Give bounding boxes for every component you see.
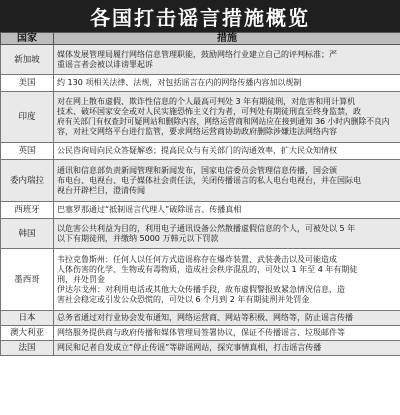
table-row [1,311,400,326]
measure-line: 总务省通过对行业协会发布通知，网络运营商、网站等积极、网络等，防止谣言传播 [57,313,353,322]
table-body [1,45,400,356]
country-cell: 墨西哥 [1,249,54,311]
measure-line: 巴塞罗那通过“抵制谣言代理人”破除谣言、传播真相 [57,205,242,214]
page-title: 各国打击谣言措施概览 [0,0,400,32]
measures-cell [54,219,400,249]
country-cell: 美国 [1,75,54,92]
table-row [1,219,400,249]
measure-line: 以下有期徒刑，并缴纳 5000 万韩元以下罚款 [57,233,219,243]
country-cell: 日本 [1,311,54,326]
header-country: 国家 [1,33,54,45]
measure-line: 以危害公共利益为目的，利用电子通讯设备公然散播虚假信息的个人，可被处以 5 年 [57,223,356,233]
measure-line: 视台开辟栏目，澄清传闻 [57,185,145,195]
measure-line: 公民咨询局向民众答疑解惑；提高民众与有关部门的沟通效率，扩大民众知情权 [57,146,337,155]
country-cell: 韩国 [1,219,54,249]
measure-line: 刑，并处罚金 [57,274,105,284]
measure-line: 害社会稳定或引发公众恐慌的，可处以 6 个月到 2 年有期徒刑并处罚金 [57,294,310,304]
measure-line: 通讯和信息部负责新闻管理和新闻发布，国家电信委员会管理信息传播，国会颁 [57,165,337,175]
measure-line: 技术、破坏国家安全或对人民实施恐怖主义行为者，可判处有期徒刑直至终身监禁，政 [57,107,361,116]
measure-line: 重谣言者会被以诽谤罪起诉 [57,59,153,69]
country-cell: 新加坡 [1,45,54,75]
header-measures: 措施 [54,33,400,45]
country-cell: 英国 [1,143,54,160]
measures-cell [54,311,400,326]
measure-line: 布电台、电视台、电子媒体社会责任法，关闭传播谣言的私人电台电视台，并在国际电 [57,175,361,185]
country-cell: 澳大利亚 [1,326,54,341]
country-cell: 西班牙 [1,202,54,219]
country-cell: 法国 [1,341,54,356]
measures-cell [54,249,400,311]
table-row [1,143,400,160]
country-cell: 委内瑞拉 [1,160,54,202]
measure-line: 容，对社交网络平台进行监管，要求网络运营商协助政府删除涉嫌违法网络内容 [57,127,337,136]
measures-cell [54,45,400,75]
country-cell: 印度 [1,92,54,143]
measures-cell [54,160,400,202]
measures-cell [54,341,400,356]
measures-cell [54,202,400,219]
table-row [1,326,400,341]
table-row [1,202,400,219]
measures-cell [54,143,400,160]
measure-line: 约 130 项相关法律、法规，对包括谣言在内的网络传播内容加以规制 [57,78,302,87]
measure-line: 网络服务提供商与政府传播和媒体管理局签署协议，保证不传播谣言、垃圾邮件等 [57,328,345,337]
table-row [1,75,400,92]
measure-line: 对在网上散布虚假、欺诈性信息的个人最高可判处 3 年有期徒刑，对危害和用计算机 [57,97,356,106]
table-row [1,160,400,202]
table-row [1,92,400,143]
measure-line: 府有关部门有权查封可疑网站和删除内容，网络运营商和网站应在接到通知 36 小时内删除不良内 [57,117,390,126]
measure-line: 人体伤害的化学、生物或有毒物质，造成社会秩序混乱的，可处以 1 年至 4 年有期徒 [57,264,358,274]
measure-line: 伊达尔戈州：对利用电话或其他大众传播手段，故布虚假警报致紧急情况信息，造 [57,284,345,294]
measure-line: 韦拉克鲁斯州：任何人以任何方式造谣称存在爆炸装置、武装袭击以及可能造成 [57,254,337,264]
measures-cell [54,326,400,341]
measure-line: 媒体发展管理局履行网络信息管理职能，鼓励网络行业建立自己的评判标准；严 [57,49,337,59]
measure-line: 网民和记者自发成立“停止传谣”等辟谣网站，探究事情真相，打击谣言传播 [57,343,322,352]
table-header-row [1,33,400,45]
measures-cell [54,92,400,143]
table-row [1,341,400,356]
measures-cell [54,75,400,92]
table-row [1,45,400,75]
measures-table [0,32,400,356]
table-row [1,249,400,311]
